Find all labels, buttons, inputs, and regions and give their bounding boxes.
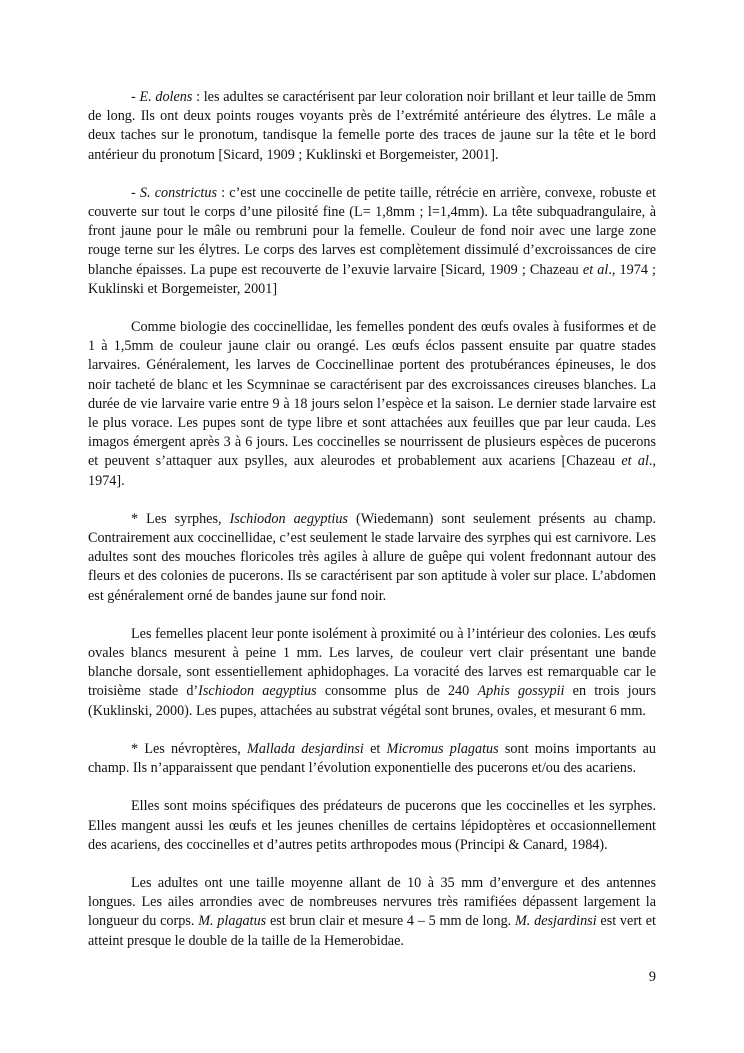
italic-term: E. dolens — [139, 89, 193, 105]
text-run: Comme biologie des coccinellidae, les femelles pondent des œufs ovales à fusiformes et de 1 à 1,5mm de couleur jaune clair ou orangé. Les œufs éclos passent ensuite par quatre stades larvaires. Généralement, les larves de Coccinellinae portent des protubérances épineuses, le dos noir tacheté de blanc et les Scymninae se caractérisent par des excroissances cireuses blanches. La durée de vie larvaire varie entre 9 à 18 jours selon l’espèce et la saison. Le dernier stade larvaire est le plus vorace. Les pupes sont de type libre et sont attachées aux feuilles que par leur cauda. Les imagos émergent après 3 à 6 jours. Les coccinelles se nourrissent de plusieurs espèces de pucerons et peuvent s’attaquer aux psylles, aux aleurodes et probablement aux acariens [Chazeau — [88, 319, 656, 470]
paragraph-syrphes — [88, 510, 656, 606]
paragraph-s-constrictus — [88, 184, 656, 299]
text-run: et — [363, 740, 387, 757]
text-run: Les adultes ont une taille moyenne allant de 10 à 35 mm d’envergure et des antennes longues. Les ailes arrondies avec de nombreuses nervures très ramifiées dépassent largement la longueur du corps. — [88, 874, 656, 930]
text-run: Les femelles placent leur ponte isolément à proximité ou à l’intérieur des colonies. Les œufs ovales blancs mesurent à peine 1 mm. Les larves, de couleur vert clair présentant une bande blanche dorsale, sont essentiellement aphidophages. La voracité des larves est remarquable car le troisième stade d’ — [88, 625, 656, 700]
text-run: est brun clair et mesure 4 – 5 mm de long. — [266, 913, 515, 930]
italic-term: Ischiodon aegyptius — [229, 510, 348, 527]
italic-term: Micromus plagatus — [386, 740, 499, 757]
paragraph-nevropteres-adults — [88, 874, 656, 951]
text-run: consomme plus de 240 — [316, 683, 478, 700]
italic-term: Mallada desjardinsi — [247, 740, 364, 757]
italic-term: et al — [582, 261, 609, 278]
italic-term: Ischiodon aegyptius — [198, 683, 317, 700]
text-run: : c’est une coccinelle de petite taille, rétrécie en arrière, convexe, robuste et couverte sur tout le corps d’une pilosité fine (L= 1,8mm ; l=1,4mm). La tête subquadrangulaire, à front jaune pour le mâle ou rembruni pour la femelle. Couleur de fond noir avec une large zone rouge terne sur les élytres. Le corps des larves est complètement dissimulé d’excroissances de cire blanche épaisses. La pupe est recouverte de l’exuvie larvaire [Sicard, 1909 ; Chazeau — [88, 184, 656, 278]
paragraph-nevropteres-diet — [88, 797, 656, 855]
text-run: * Les névroptères, — [131, 740, 247, 757]
text-run: sont moins importants au champ. Ils n’apparaissent que pendant l’évolution exponentielle des pucerons et/ou des acariens. — [88, 740, 656, 777]
text-run: - — [131, 184, 140, 201]
text-run: en trois jours (Kuklinski, 2000). Les pupes, attachées au substrat végétal sont brunes, ovales, et mesurant 6 mm. — [88, 683, 657, 719]
text-run: : les adultes se caractérisent par leur coloration noir brillant et leur taille de 5mm de long. Ils ont deux points rouges voyants près de l’extrémité antérieure des élytres. Le mâle a deux taches sur le pronotum, tandisque la femelle porte des traces de jaune sur la tête et le bord antérieur du pronotum [Sicard, 1909 ; Kuklinski et Borgemeister, 2001]. — [88, 89, 656, 163]
text-run: (Wiedemann) sont seulement présents au champ. Contrairement aux coccinellidae, c’est seulement le stade larvaire des syrphes qui est carnivore. Les adultes sont des mouches floricoles très agiles à allure de guêpe qui volent fredonnant autour des fleurs et des colonies de pucerons. Ils se caractérisent par son aptitude à voler sur place. L’abdomen est généralement orné de bandes jaune sur fond noir. — [88, 510, 656, 604]
text-run: ., 1974]. — [88, 453, 656, 489]
page-number: 9 — [648, 969, 656, 985]
paragraph-nevropteres — [88, 740, 656, 778]
text-run: * Les syrphes, — [131, 510, 230, 527]
text-run: est vert et atteint presque le double de la taille de la Hemerobidae. — [88, 913, 656, 949]
italic-term: S. constrictus — [139, 184, 217, 201]
paragraph-e-dolens — [88, 88, 656, 165]
italic-term: Aphis gossypii — [477, 683, 565, 700]
italic-term: M. desjardinsi — [514, 913, 597, 930]
italic-term: et al — [621, 453, 649, 470]
text-run: Elles sont moins spécifiques des prédateurs de pucerons que les coccinelles et les syrphes. Elles mangent aussi les œufs et les jeunes chenilles de certains lépidoptères et occasionnellement des acariens, des coccinelles et d’autres petits arthropodes mous (Principi & Canard, 1984). — [88, 798, 656, 853]
paragraph-coccinellidae-biology — [88, 318, 656, 491]
paragraph-syrphes-females — [88, 625, 656, 721]
text-run: - — [131, 89, 140, 105]
body-text — [88, 88, 656, 970]
italic-term: M. plagatus — [198, 913, 267, 930]
text-run: ., 1974 ; Kuklinski et Borgemeister, 2001] — [88, 261, 656, 297]
